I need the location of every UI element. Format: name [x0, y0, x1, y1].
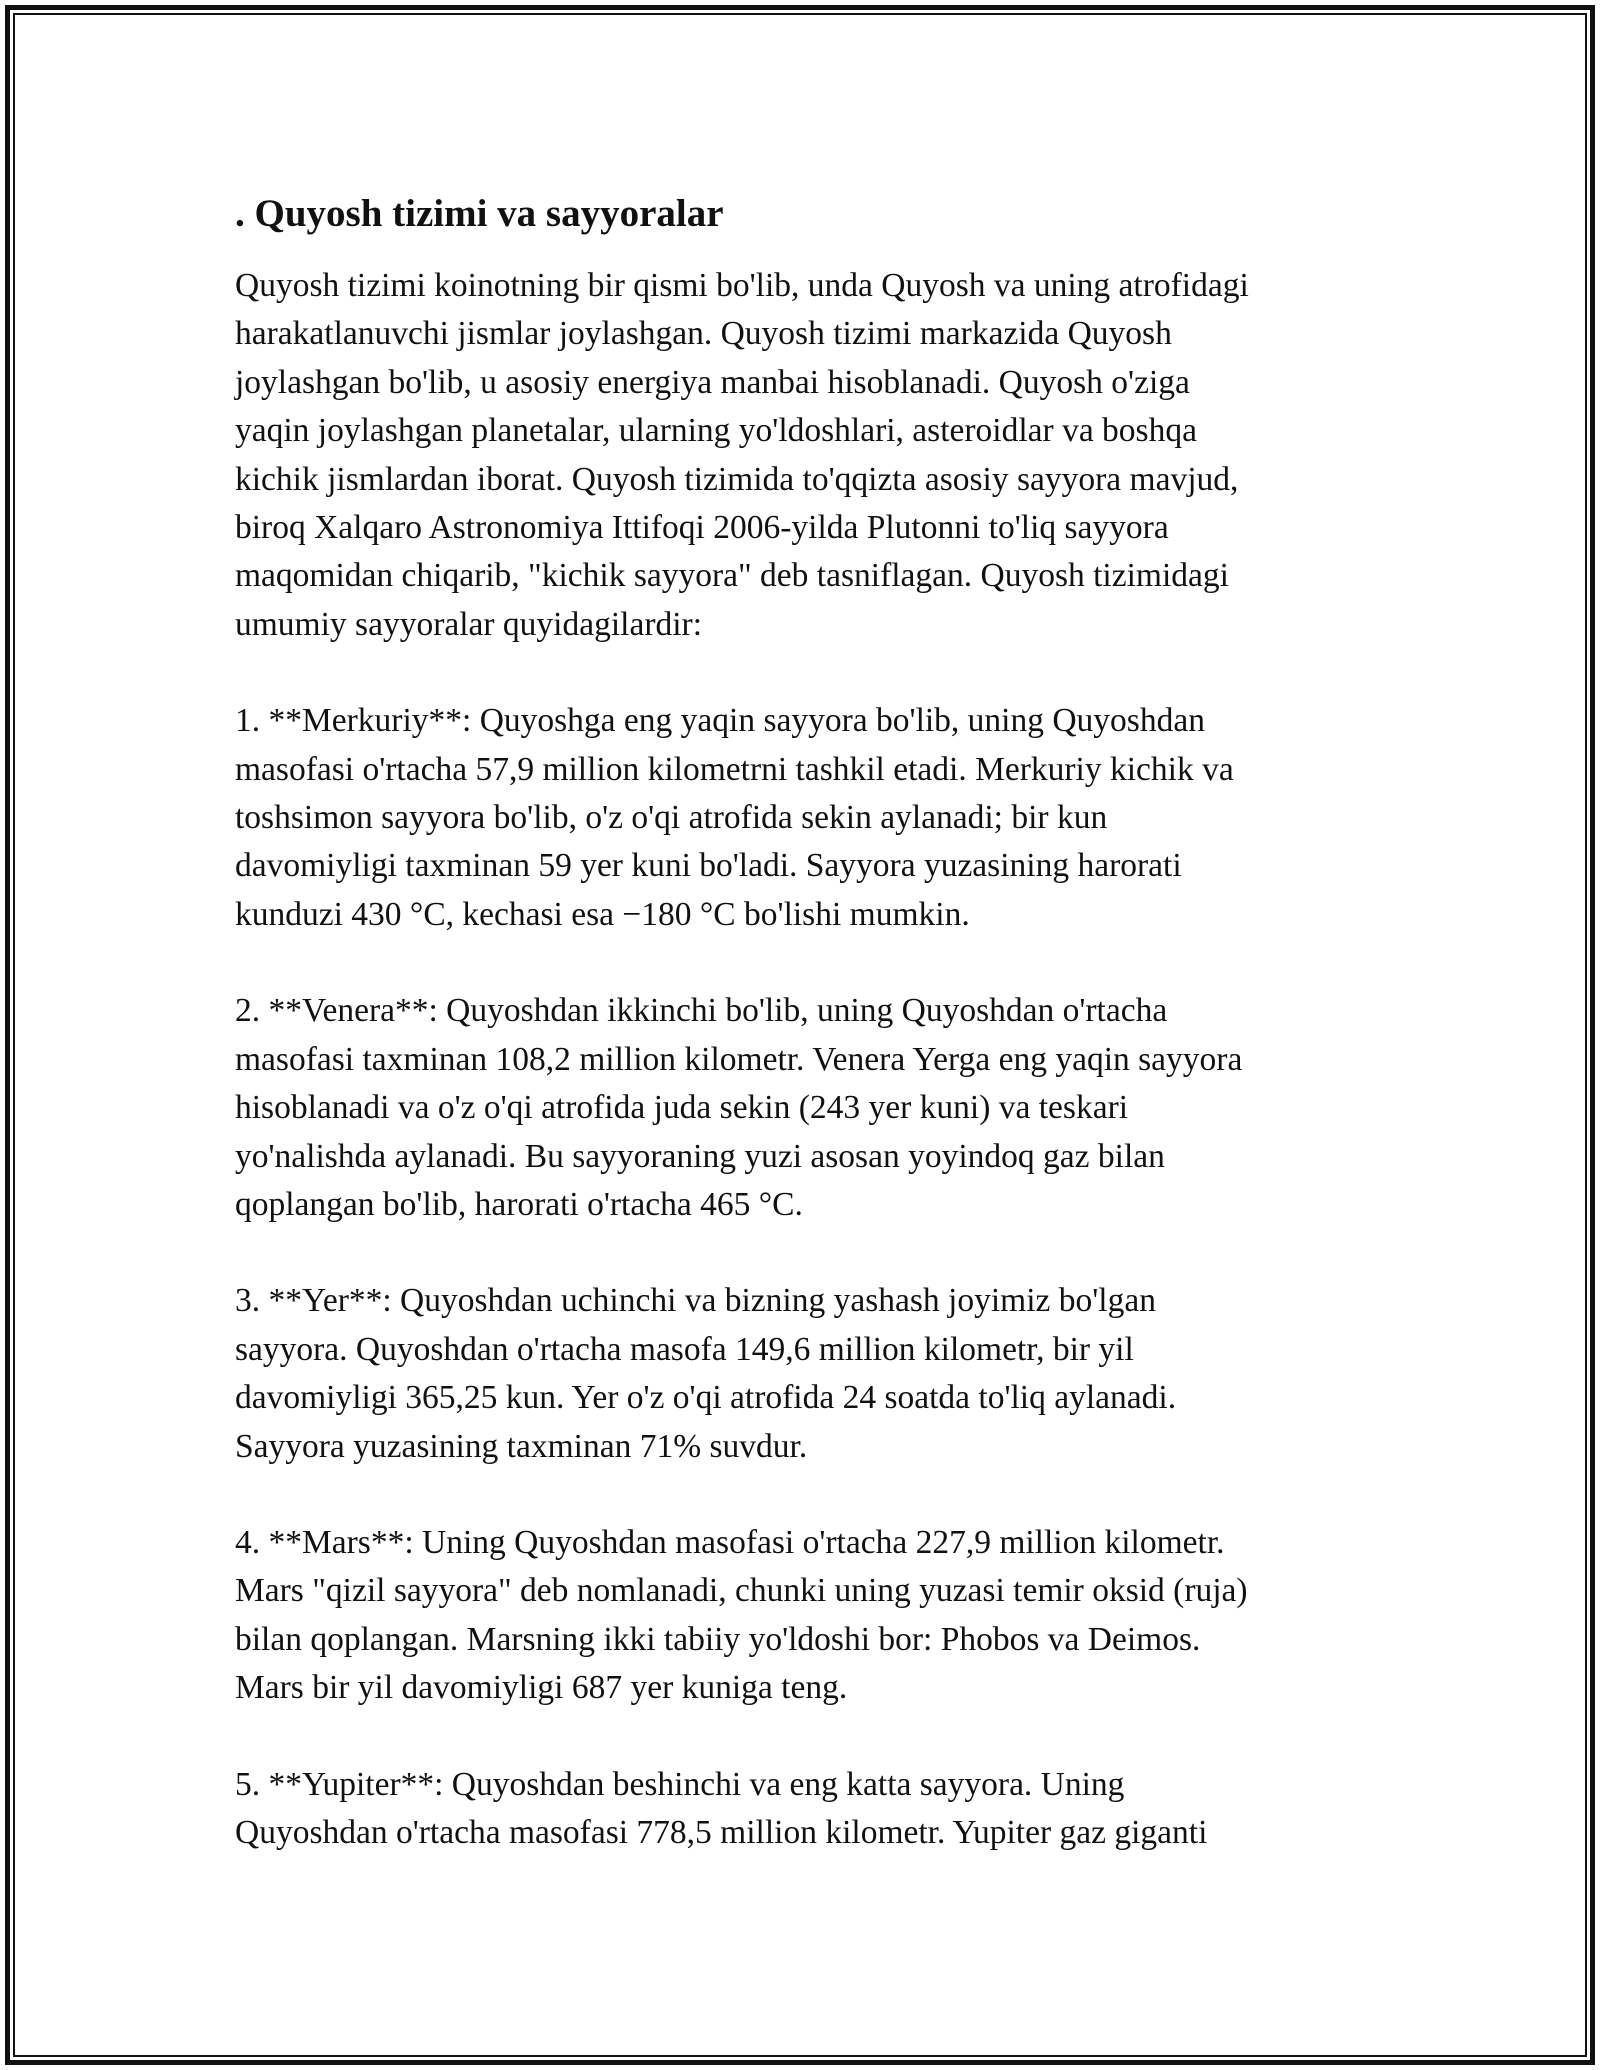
yupiter-paragraph — [235, 1761, 1365, 1858]
paragraph-line: davomiyligi taxminan 59 yer kuni bo'ladi. Sayyora yuzasining harorati — [235, 847, 1182, 885]
document-title: . Quyosh tizimi va sayyoralar — [235, 192, 724, 235]
paragraph-line: 2. **Venera**: Quyoshdan ikkinchi bo'lib, uning Quyoshdan o'rtacha — [235, 992, 1168, 1030]
paragraph-line: joylashgan bo'lib, u asosiy energiya manbai hisoblanadi. Quyosh o'ziga — [235, 363, 1190, 401]
paragraph-line: kichik jismlardan iborat. Quyosh tizimida to'qqizta asosiy sayyora mavjud, — [235, 460, 1239, 498]
merkuriy-paragraph — [235, 697, 1365, 939]
intro-paragraph — [235, 262, 1365, 649]
paragraph-line: Sayyora yuzasining taxminan 71% suvdur. — [235, 1427, 808, 1465]
paragraph-line: Mars "qizil sayyora" deb nomlanadi, chunki uning yuzasi temir oksid (ruja) — [235, 1572, 1248, 1610]
document-body — [235, 188, 1365, 1905]
paragraph-line: 3. **Yer**: Quyoshdan uchinchi va bizning yashash joyimiz bo'lgan — [235, 1282, 1156, 1320]
paragraph-line: yaqin joylashgan planetalar, ularning yo'ldoshlari, asteroidlar va boshqa — [235, 412, 1197, 450]
paragraph-line: Mars bir yil davomiyligi 687 yer kuniga teng. — [235, 1669, 848, 1707]
paragraph-line: harakatlanuvchi jismlar joylashgan. Quyosh tizimi markazida Quyosh — [235, 315, 1172, 353]
paragraph-line: 5. **Yupiter**: Quyoshdan beshinchi va eng katta sayyora. Uning — [235, 1765, 1125, 1803]
yer-paragraph — [235, 1277, 1365, 1471]
paragraph-line: 1. **Merkuriy**: Quyoshga eng yaqin sayyora bo'lib, uning Quyoshdan — [235, 702, 1205, 740]
paragraph-line: toshsimon sayyora bo'lib, o'z o'qi atrofida sekin aylanadi; bir kun — [235, 799, 1108, 837]
venera-paragraph — [235, 987, 1365, 1229]
paragraph-line: hisoblanadi va o'z o'qi atrofida juda sekin (243 yer kuni) va teskari — [235, 1089, 1129, 1127]
paragraph-line: davomiyligi 365,25 kun. Yer o'z o'qi atrofida 24 soatda to'liq aylanadi. — [235, 1379, 1177, 1417]
paragraph-line: yo'nalishda aylanadi. Bu sayyoraning yuzi asosan yoyindoq gaz bilan — [235, 1137, 1165, 1175]
mars-paragraph — [235, 1519, 1365, 1713]
paragraph-line: maqomidan chiqarib, "kichik sayyora" deb tasniflagan. Quyosh tizimidagi — [235, 557, 1229, 595]
paragraph-line: sayyora. Quyoshdan o'rtacha masofa 149,6 million kilometr, bir yil — [235, 1330, 1134, 1368]
paragraph-line: bilan qoplangan. Marsning ikki tabiiy yo'ldoshi bor: Phobos va Deimos. — [235, 1620, 1201, 1658]
paragraph-line: Quyosh tizimi koinotning bir qismi bo'lib, unda Quyosh va uning atrofidagi — [235, 267, 1249, 304]
paragraph-line: umumiy sayyoralar quyidagilardir: — [235, 605, 703, 643]
paragraph-line: masofasi taxminan 108,2 million kilometr. Venera Yerga eng yaqin sayyora — [235, 1040, 1243, 1078]
paragraph-line: qoplangan bo'lib, harorati o'rtacha 465 °C. — [235, 1185, 803, 1223]
paragraph-line: 4. **Mars**: Uning Quyoshdan masofasi o'rtacha 227,9 million kilometr. — [235, 1523, 1225, 1561]
paragraph-line: Quyoshdan o'rtacha masofasi 778,5 million kilometr. Yupiter gaz giganti — [235, 1813, 1208, 1851]
paragraph-line: masofasi o'rtacha 57,9 million kilometrni tashkil etadi. Merkuriy kichik va — [235, 750, 1234, 788]
paragraph-line: biroq Xalqaro Astronomiya Ittifoqi 2006-yilda Plutonni to'liq sayyora — [235, 509, 1169, 547]
paragraph-line: kunduzi 430 °C, kechasi esa −180 °C bo'lishi mumkin. — [235, 895, 970, 933]
